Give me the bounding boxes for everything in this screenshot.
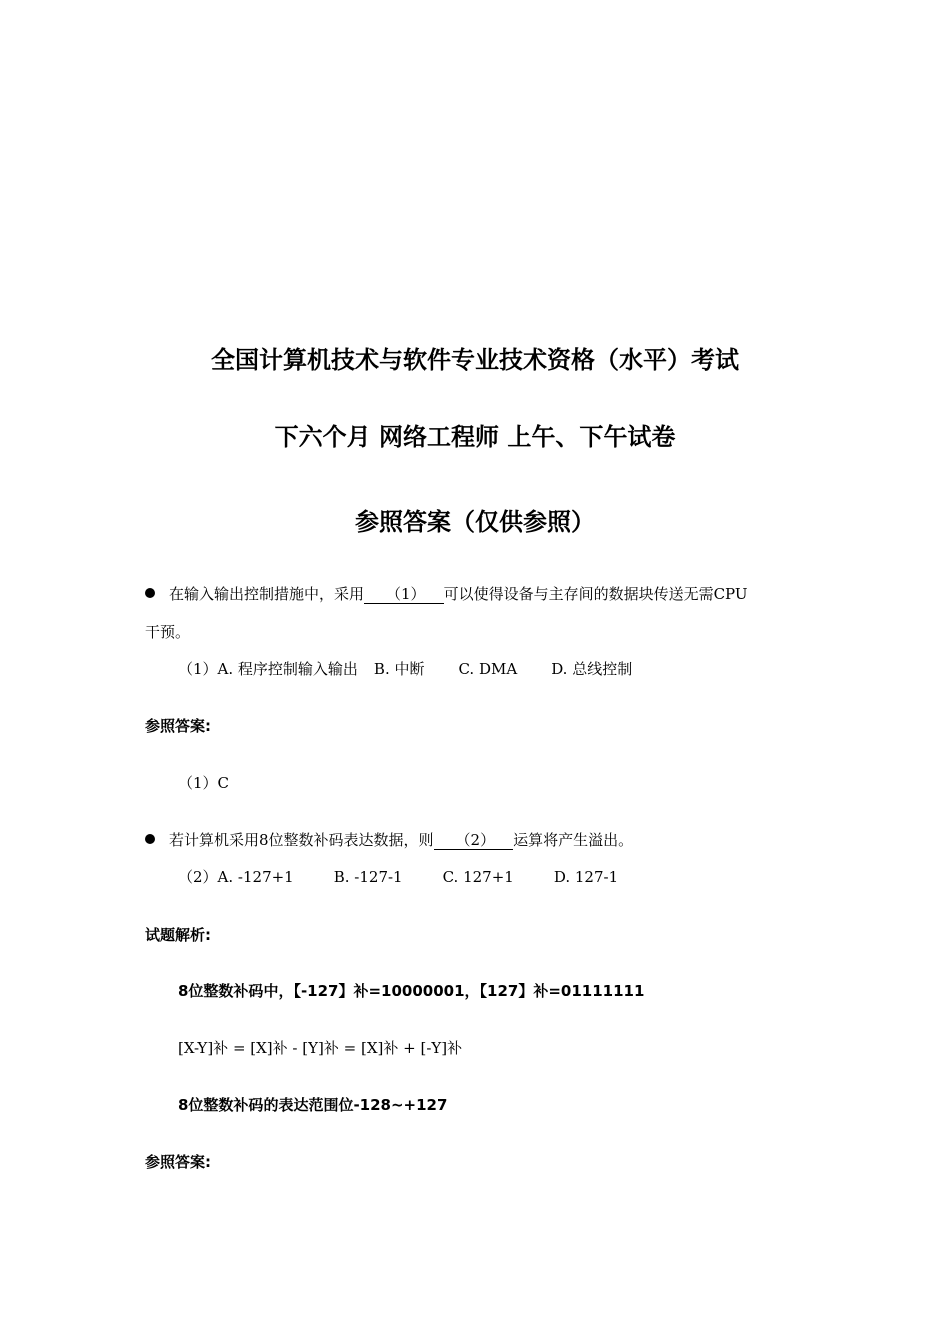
answer-label-2: 参照答案: [145, 1153, 211, 1171]
question-1-text-after: 可以使得设备与主存间的数据块传送无需CPU [443, 585, 748, 603]
question-2-text-after: 运算将产生溢出。 [513, 831, 634, 849]
option-c: C. 127+1 [442, 868, 514, 886]
answer-1: （1）C [178, 774, 230, 792]
question-2-text-before: 若计算机采用8位整数补码表达数据，则 [169, 831, 434, 849]
analysis-line-2: [X-Y]补 = [X]补 - [Y]补 = [X]补 + [-Y]补 [178, 1039, 463, 1057]
option-b: B. 中断 [373, 660, 425, 678]
bullet-icon [145, 588, 155, 598]
question-2-options [178, 867, 618, 887]
option-b: B. -127-1 [333, 868, 403, 886]
option-d: D. 总线控制 [551, 660, 633, 678]
question-1-blank: （1） [364, 585, 444, 604]
analysis-label: 试题解析: [145, 926, 211, 944]
option-d: D. 127-1 [553, 868, 619, 886]
answer-label-1: 参照答案: [145, 717, 211, 735]
question-1 [145, 584, 748, 604]
options-prefix: （2） [178, 868, 218, 886]
title-line-3: 参照答案（仅供参照） [355, 508, 595, 536]
question-2-blank: （2） [434, 831, 514, 850]
title-line-1: 全国计算机技术与软件专业技术资格（水平）考试 [211, 346, 739, 374]
option-c: C. DMA [458, 660, 518, 678]
option-a: A. 程序控制输入输出 [217, 660, 358, 678]
analysis-line-1: 8位整数补码中，【-127】补=10000001，【127】补=01111111 [178, 982, 645, 1000]
question-1-options [178, 659, 632, 679]
question-2 [145, 830, 633, 850]
option-a: A. -127+1 [217, 868, 294, 886]
question-1-wrap: 干预。 [145, 623, 191, 641]
title-line-2: 下六个月 网络工程师 上午、下午试卷 [274, 423, 676, 451]
question-1-text-before: 在输入输出控制措施中，采用 [169, 585, 365, 603]
bullet-icon [145, 834, 155, 844]
analysis-line-3: 8位整数补码的表达范围位-128~+127 [178, 1096, 448, 1114]
options-prefix: （1） [178, 660, 218, 678]
